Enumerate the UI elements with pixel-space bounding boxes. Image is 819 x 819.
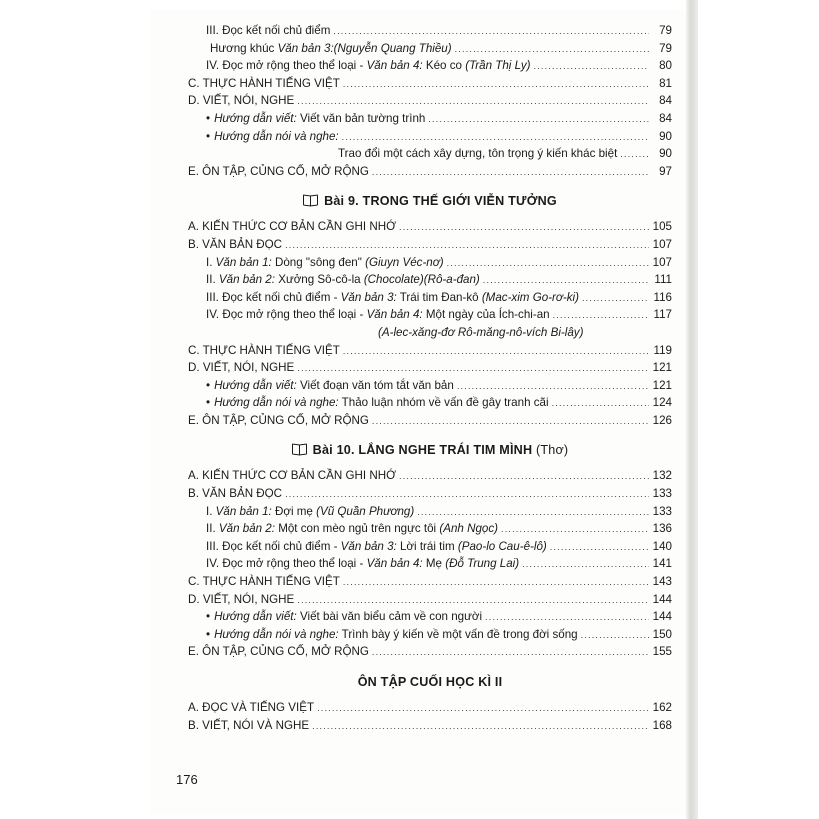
toc-page-number: 121 [652, 361, 672, 375]
toc-entry-title [188, 359, 294, 377]
dot-leader [297, 93, 649, 111]
entry-text: Xưởng Sô-cô-la [274, 273, 364, 287]
toc-page-number: 119 [653, 343, 672, 357]
toc-entry-title [188, 699, 314, 717]
toc-page-number: 132 [652, 469, 672, 483]
dot-leader [297, 360, 649, 378]
entry-label-italic: Văn bản 3: [340, 290, 397, 304]
dot-leader [343, 574, 649, 592]
entry-text: IV. Đọc mở rộng theo thể loại - [206, 308, 367, 322]
entry-label-italic: Văn bản 4: [366, 557, 423, 571]
toc-entry [188, 342, 672, 360]
toc-page-number: 107 [652, 255, 672, 269]
toc-entry-title [206, 22, 330, 40]
toc-entry [188, 75, 672, 93]
dot-leader [343, 76, 649, 94]
entry-text: A. KIẾN THỨC CƠ BẢN CẦN GHI NHỚ [188, 469, 397, 483]
toc-entry [188, 163, 672, 181]
toc-entry-title [206, 128, 339, 146]
dot-leader [417, 504, 649, 522]
toc-entry [188, 555, 672, 573]
toc-entry-title [188, 324, 583, 342]
toc-entry [188, 538, 672, 556]
entry-text: II. [206, 522, 219, 536]
toc-page-number: 141 [652, 557, 672, 571]
table-of-contents [188, 22, 672, 734]
entry-author-italic: (Nguyễn Quang Thiều) [333, 41, 452, 55]
toc-page-number: 84 [659, 94, 672, 108]
dot-leader [399, 219, 649, 237]
entry-author-italic: (Giuyn Véc-nơ) [365, 255, 444, 269]
entry-text: D. VIẾT, NÓI, NGHE [188, 592, 295, 606]
toc-entry-title [206, 394, 549, 412]
toc-page-number: 105 [652, 220, 672, 234]
entry-label-italic: Hướng dẫn viết: [214, 111, 297, 125]
toc-page-number: 126 [652, 413, 672, 427]
entry-text: I. [206, 255, 216, 269]
toc-page-number: 155 [652, 645, 672, 659]
toc-entry [188, 503, 672, 521]
bullet-icon [206, 112, 214, 125]
toc-entry-title [188, 145, 617, 163]
entry-text: Mẹ [422, 557, 446, 571]
entry-text: IV. Đọc mở rộng theo thể loại - [206, 59, 367, 73]
entry-author-italic: (Chocolate)(Rô-a-đan) [363, 273, 480, 287]
entry-text: I. [206, 504, 216, 518]
dot-leader [581, 627, 649, 645]
toc-page-number: 133 [652, 487, 672, 501]
toc-entry-title [206, 306, 550, 324]
toc-page-number: 168 [652, 718, 672, 732]
dot-leader [317, 700, 649, 718]
toc-entry-title [206, 608, 482, 626]
dot-leader [372, 644, 649, 662]
toc-entry-title [188, 342, 340, 360]
dot-leader [501, 521, 649, 539]
toc-page-number: 133 [652, 504, 672, 518]
bullet-icon [206, 379, 214, 392]
toc-entry-title [206, 626, 578, 644]
toc-page-number: 84 [659, 111, 672, 125]
entry-text: Dòng "sông đen" [271, 255, 366, 269]
review-heading: ÔN TẬP CUỐI HỌC KÌ II [357, 675, 503, 689]
lesson-9-heading: Bài 9. TRONG THẾ GIỚI VIỄN TƯỞNG [188, 186, 672, 216]
entry-text: Trái tim Đan-kô [396, 290, 482, 304]
entry-label-italic: Văn bản 1: [215, 255, 272, 269]
toc-entry-title [188, 591, 294, 609]
entry-label-italic: Hướng dẫn nói và nghe: [214, 396, 339, 410]
toc-entry [188, 254, 672, 272]
entry-label-italic: Hướng dẫn nói và nghe: [214, 129, 339, 143]
dot-leader [457, 378, 649, 396]
dot-leader [399, 468, 649, 486]
dot-leader [372, 164, 649, 182]
lesson-10-heading: Bài 10. LẮNG NGHE TRÁI TIM MÌNH (Thơ) [188, 435, 672, 465]
entry-text: D. VIẾT, NÓI, NGHE [188, 94, 295, 108]
toc-entry [188, 289, 672, 307]
toc-page-number: 140 [652, 539, 672, 553]
toc-entry [188, 40, 672, 58]
entry-author-italic: (A-lec-xăng-đơ Rô-măng-nô-vích Bi-lây) [378, 325, 584, 339]
entry-text: E. ÔN TẬP, CỦNG CỐ, MỞ RỘNG [188, 164, 369, 178]
bullet-icon [206, 610, 214, 623]
toc-entry [188, 717, 672, 735]
entry-text: III. Đọc kết nối chủ điểm - [206, 539, 341, 553]
dot-leader [483, 272, 649, 290]
toc-page-number: 111 [654, 273, 672, 287]
entry-label-italic: Văn bản 1: [215, 504, 272, 518]
toc-page-number: 79 [659, 24, 672, 37]
toc-entry-title [188, 485, 282, 503]
bullet-icon [206, 130, 214, 143]
toc-section-review [188, 699, 672, 734]
toc-page-number: 117 [653, 308, 672, 322]
toc-page-number: 80 [659, 59, 672, 73]
dot-leader [343, 343, 649, 361]
toc-entry [188, 520, 672, 538]
entry-text: E. ÔN TẬP, CỦNG CỐ, MỞ RỘNG [188, 413, 369, 427]
toc-page-number: 116 [653, 290, 672, 304]
toc-page-number: 136 [652, 522, 672, 536]
dot-leader [447, 255, 649, 273]
entry-author-italic: (Pao-lo Cau-ê-lô) [457, 539, 547, 553]
dot-leader [550, 539, 649, 557]
dot-leader [620, 146, 649, 164]
entry-author-italic: (Mac-xim Go-rơ-ki) [481, 290, 579, 304]
toc-entry [188, 626, 672, 644]
toc-page-number: 90 [659, 147, 672, 161]
dot-leader [534, 58, 650, 76]
toc-entry [188, 608, 672, 626]
entry-text: Trao đổi một cách xây dựng, tôn trọng ý kiến khác biệt [338, 147, 618, 161]
toc-page-number: 143 [652, 575, 672, 589]
dot-leader [455, 41, 649, 59]
entry-label-italic: Văn bản 4: [366, 59, 423, 73]
book-icon [292, 444, 307, 455]
entry-label-italic: Văn bản 3: [277, 41, 334, 55]
toc-entry-title [206, 289, 579, 307]
entry-author-italic: (Vũ Quần Phương) [316, 504, 415, 518]
toc-page-number: 90 [659, 129, 672, 143]
dot-leader [333, 23, 649, 41]
toc-entry [188, 485, 672, 503]
entry-label-italic: Văn bản 3: [340, 539, 397, 553]
toc-page-number: 79 [659, 41, 672, 55]
toc-page-number: 107 [652, 237, 672, 251]
entry-label-italic: Văn bản 2: [218, 522, 275, 536]
dot-leader [285, 486, 649, 504]
toc-entry-title [206, 520, 498, 538]
toc-entry-title [206, 538, 547, 556]
toc-entry [188, 145, 672, 163]
toc-section-lesson-9 [188, 218, 672, 429]
entry-text: IV. Đọc mở rộng theo thể loại - [206, 557, 367, 571]
entry-text: B. VĂN BẢN ĐỌC [188, 487, 283, 501]
entry-text: A. ĐỌC VÀ TIẾNG VIỆT [188, 701, 315, 714]
toc-entry [188, 467, 672, 485]
toc-entry [188, 394, 672, 412]
entry-text: Đợi mẹ [271, 504, 317, 518]
toc-entry-title [188, 236, 282, 254]
entry-text: Một con mèo ngủ trên ngực tôi [274, 522, 440, 536]
toc-entry [188, 57, 672, 75]
entry-text: Viết đoạn văn tóm tắt văn bản [296, 378, 454, 392]
entry-text: III. Đọc kết nối chủ điểm [206, 24, 331, 37]
toc-entry-title [206, 271, 480, 289]
entry-author-italic: (Anh Ngọc) [439, 522, 498, 536]
toc-page-number: 97 [659, 164, 672, 178]
toc-entry-title [188, 92, 294, 110]
entry-label-italic: Văn bản 4: [366, 308, 423, 322]
toc-entry-title [188, 218, 396, 236]
page-edge-shadow [686, 0, 698, 819]
toc-entry [188, 110, 672, 128]
entry-text: Lời trái tim [396, 539, 458, 553]
toc-entry-title [188, 467, 396, 485]
bullet-icon [206, 628, 214, 641]
entry-text: C. THỰC HÀNH TIẾNG VIỆT [188, 575, 340, 589]
dot-leader [582, 290, 649, 308]
entry-text: Hương khúc [210, 41, 278, 55]
bullet-icon [206, 396, 214, 409]
toc-page-number: 144 [652, 610, 672, 624]
toc-entry [188, 128, 672, 146]
toc-entry [188, 271, 672, 289]
toc-entry [188, 377, 672, 395]
entry-label-italic: Hướng dẫn nói và nghe: [214, 627, 339, 641]
toc-entry-title [206, 555, 519, 573]
entry-text: III. Đọc kết nối chủ điểm - [206, 290, 341, 304]
entry-label-italic: Hướng dẫn viết: [214, 610, 297, 624]
toc-entry [188, 92, 672, 110]
toc-entry-title [188, 643, 369, 661]
toc-entry-title [210, 40, 452, 58]
toc-page-number: 162 [652, 701, 672, 714]
toc-entry [188, 218, 672, 236]
toc-entry [188, 359, 672, 377]
toc-entry-title [206, 254, 444, 272]
toc-entry [188, 236, 672, 254]
entry-text: Viết văn bản tường trình [296, 111, 426, 125]
entry-text: B. VĂN BẢN ĐỌC [188, 237, 283, 251]
toc-entry [188, 22, 672, 40]
toc-page-number: 121 [652, 378, 672, 392]
entry-text: Trình bày ý kiến về một vấn đề trong đời sống [338, 627, 578, 641]
dot-leader [485, 609, 649, 627]
toc-entry-title [206, 503, 414, 521]
toc-entry-title [188, 717, 309, 735]
toc-section-top [188, 22, 672, 180]
entry-author-italic: (Trần Thị Ly) [465, 59, 531, 73]
entry-text: Một ngày của Ích-chi-an [422, 308, 550, 322]
toc-entry [188, 699, 672, 717]
toc-entry-title [188, 573, 340, 591]
entry-label-italic: Hướng dẫn viết: [214, 378, 297, 392]
toc-entry [188, 643, 672, 661]
toc-section-lesson-10 [188, 467, 672, 661]
toc-entry-title [188, 412, 369, 430]
toc-entry-title [188, 163, 369, 181]
toc-entry-title [206, 110, 425, 128]
toc-entry [188, 324, 672, 342]
toc-page-number: 144 [652, 592, 672, 606]
dot-leader [522, 556, 649, 574]
book-icon [303, 195, 318, 206]
dot-leader [312, 718, 649, 736]
entry-text: E. ÔN TẬP, CỦNG CỐ, MỞ RỘNG [188, 645, 369, 659]
toc-entry-title [206, 377, 454, 395]
dot-leader [552, 395, 649, 413]
dot-leader [372, 413, 649, 431]
page-number: 176 [176, 772, 198, 787]
entry-text: Viết bài văn biểu cảm về con người [296, 610, 483, 624]
entry-text: Thảo luận nhóm về vấn đề gây tranh cãi [338, 396, 549, 410]
dot-leader [285, 237, 649, 255]
entry-text: D. VIẾT, NÓI, NGHE [188, 361, 295, 375]
toc-entry [188, 591, 672, 609]
toc-page-number: 81 [659, 76, 672, 90]
entry-text: C. THỰC HÀNH TIẾNG VIỆT [188, 76, 340, 90]
toc-entry [188, 306, 672, 324]
toc-entry-title [206, 57, 531, 75]
toc-entry-title [188, 75, 340, 93]
dot-leader [428, 111, 649, 129]
entry-text: Kéo co [422, 59, 466, 73]
entry-text: B. VIẾT, NÓI VÀ NGHE [188, 718, 310, 732]
dot-leader [342, 129, 649, 147]
entry-text: II. [206, 273, 219, 287]
entry-text: A. KIẾN THỨC CƠ BẢN CẦN GHI NHỚ [188, 220, 397, 234]
toc-entry [188, 573, 672, 591]
entry-label-italic: Văn bản 2: [218, 273, 275, 287]
dot-leader [297, 592, 649, 610]
dot-leader [553, 307, 649, 325]
toc-page-number: 124 [652, 396, 672, 410]
toc-page-number: 150 [652, 627, 672, 641]
entry-text: C. THỰC HÀNH TIẾNG VIỆT [188, 343, 340, 357]
entry-author-italic: (Đỗ Trung Lai) [445, 557, 520, 571]
toc-entry [188, 412, 672, 430]
